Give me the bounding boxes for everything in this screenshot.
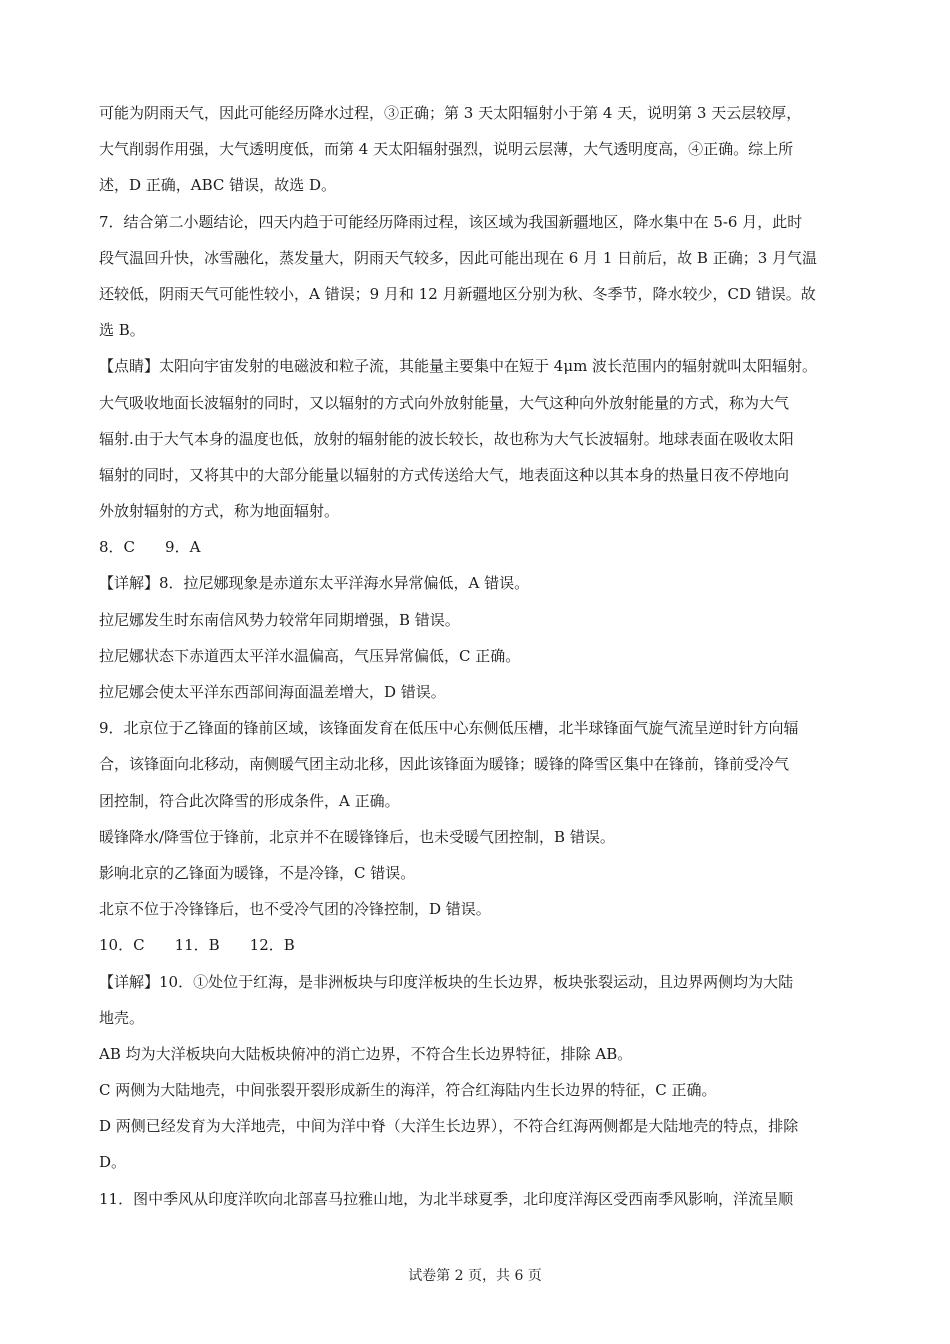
text-line: 8．C 9．A — [99, 538, 201, 557]
text-line: 地壳。 — [99, 1008, 145, 1027]
answer-text-body — [99, 95, 869, 1217]
text-line: 拉尼娜发生时东南信风势力较常年同期增强，B 错误。 — [99, 610, 460, 629]
text-line: D 两侧已经发育为大洋地壳，中间为洋中脊（大洋生长边界），不符合红海两侧都是大陆地壳的特点，排除 — [99, 1117, 799, 1136]
text-line: 【详解】10．①处位于红海，是非洲板块与印度洋板块的生长边界，板块张裂运动，且边界两侧均为大陆 — [99, 972, 794, 991]
text-line: 11．图中季风从印度洋吹向北部喜马拉雅山地，为北半球夏季，北印度洋海区受西南季风影响，洋流呈顺 — [99, 1189, 794, 1208]
text-line: 辐射的同时，又将其中的大部分能量以辐射的方式传送给大气，地表面这种以其本身的热量日夜不停地向 — [99, 465, 790, 484]
text-line: 段气温回升快，冰雪融化，蒸发量大，阴雨天气较多，因此可能出现在 6 月 1 日前后，故 B 正确；3 月气温 — [99, 248, 818, 267]
text-line: C 两侧为大陆地壳，中间张裂开裂形成新生的海洋，符合红海陆内生长边界的特征，C 正确。 — [99, 1081, 717, 1100]
text-line: 外放射辐射的方式，称为地面辐射。 — [99, 502, 340, 521]
text-line: 还较低，阴雨天气可能性较小，A 错误；9 月和 12 月新疆地区分别为秋、冬季节，降水较少，CD 错误。故 — [99, 284, 816, 303]
page-footer: 试卷第 2 页，共 6 页 — [408, 1268, 542, 1284]
text-line: 大气削弱作用强，大气透明度低，而第 4 天太阳辐射强烈，说明云层薄，大气透明度高，④正确。综上所 — [99, 140, 794, 159]
text-line: 暖锋降水/降雪位于锋前，北京并不在暖锋锋后，也未受暖气团控制，B 错误。 — [99, 827, 615, 846]
text-line: 述，D 正确，ABC 错误，故选 D。 — [99, 176, 336, 195]
text-line: 影响北京的乙锋面为暖锋，不是冷锋，C 错误。 — [99, 863, 416, 882]
text-line: 9．北京位于乙锋面的锋前区域，该锋面发育在低压中心东侧低压槽，北半球锋面气旋气流呈逆时针方向辐 — [99, 719, 799, 738]
text-line: AB 均为大洋板块向大陆板块俯冲的消亡边界，不符合生长边界特征，排除 AB。 — [99, 1044, 633, 1063]
text-line: 大气吸收地面长波辐射的同时，又以辐射的方式向外放射能量，大气这种向外放射能量的方式，称为大气 — [99, 393, 790, 412]
text-line: 合，该锋面向北移动，南侧暖气团主动北移，因此该锋面为暖锋；暖锋的降雪区集中在锋前，锋前受冷气 — [99, 755, 790, 774]
text-line: 辐射.由于大气本身的温度也低，放射的辐射能的波长较长，故也称为大气长波辐射。地球表面在吸收太阳 — [99, 429, 794, 448]
text-line: 团控制，符合此次降雪的形成条件，A 正确。 — [99, 791, 400, 810]
text-line: 可能为阴雨天气，因此可能经历降水过程，③正确；第 3 天太阳辐射小于第 4 天，说明第 3 天云层较厚， — [99, 104, 802, 122]
text-line: 拉尼娜状态下赤道西太平洋水温偏高，气压异常偏低，C 正确。 — [99, 646, 521, 665]
text-line: 拉尼娜会使太平洋东西部间海面温差增大，D 错误。 — [99, 683, 446, 701]
text-line: 北京不位于冷锋锋后，也不受冷气团的冷锋控制，D 错误。 — [99, 900, 491, 919]
text-line: 10．C 11．B 12．B — [99, 936, 295, 955]
text-line: D。 — [99, 1153, 127, 1172]
text-line: 选 B。 — [99, 321, 145, 340]
text-line: 【详解】8．拉尼娜现象是赤道东太平洋海水异常偏低，A 错误。 — [99, 574, 530, 593]
text-line: 7．结合第二小题结论，四天内趋于可能经历降雨过程，该区域为我国新疆地区，降水集中在 5-6 月，此时 — [99, 212, 803, 231]
text-line: 【点睛】太阳向宇宙发射的电磁波和粒子流，其能量主要集中在短于 4μm 波长范围内的辐射就叫太阳辐射。 — [99, 357, 818, 376]
